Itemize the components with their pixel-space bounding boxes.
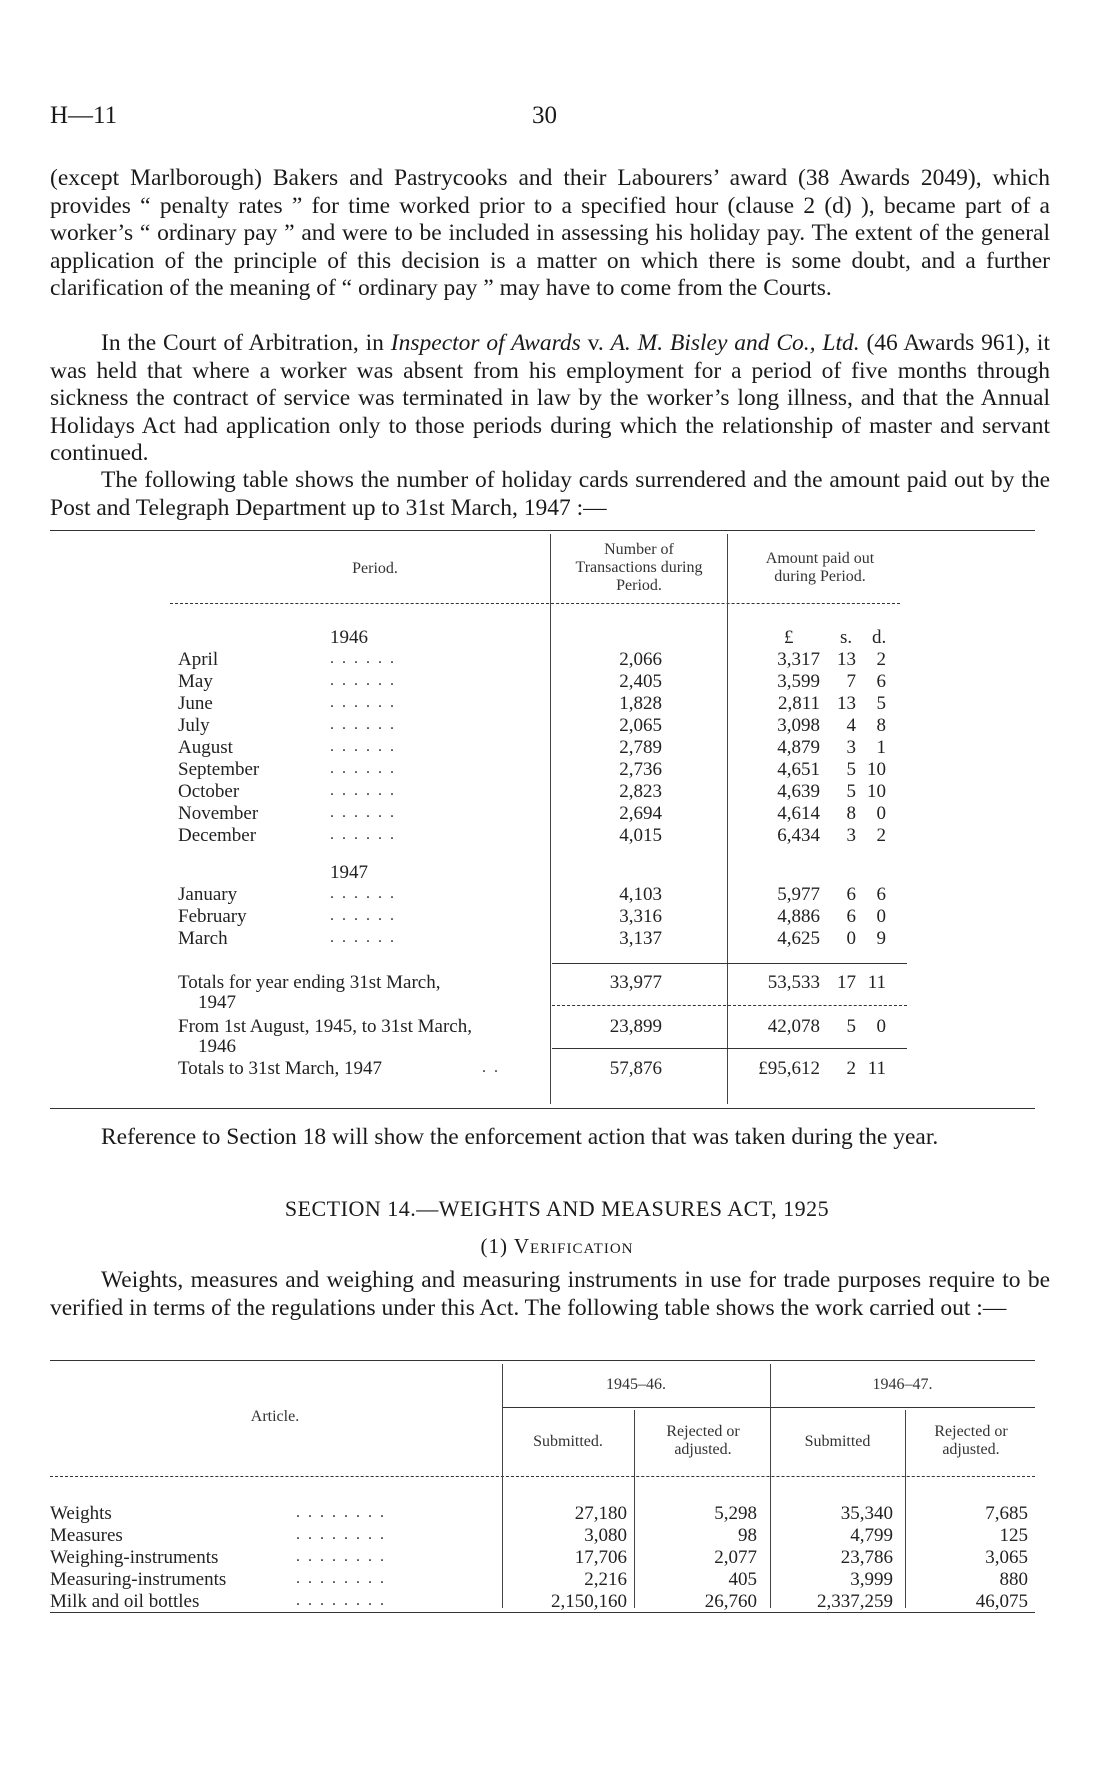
table-top-rule [50, 1360, 1035, 1361]
transactions-value: 3,316 [619, 906, 662, 927]
totals-shillings: 17 [837, 972, 856, 993]
transactions-value: 2,789 [619, 737, 662, 758]
amount-pounds: 4,651 [777, 759, 820, 780]
amount-pence: 0 [876, 803, 886, 824]
totals-shillings: 5 [846, 1016, 856, 1037]
transactions-value: 2,736 [619, 759, 662, 780]
header-line: Rejected or [666, 1423, 740, 1440]
totals-transactions: 33,977 [609, 972, 662, 993]
amount-pounds: 4,625 [777, 928, 820, 949]
amount-shillings: 6 [846, 884, 856, 905]
case-name: Inspector of Awards [390, 330, 581, 356]
column-header-1946-47: 1946–47. [872, 1376, 933, 1393]
rejected-1945-46: 2,077 [714, 1547, 757, 1568]
column-divider [502, 1364, 503, 1608]
totals-shillings: 2 [846, 1058, 856, 1079]
table-header-rule [50, 1476, 1035, 1477]
submitted-1946-47: 3,999 [850, 1569, 893, 1590]
header-line: during Period. [774, 568, 866, 585]
amount-pounds: 4,639 [777, 781, 820, 802]
leader-dots: . . . . . . . . [296, 1570, 386, 1587]
leader-dots: . . [482, 1059, 500, 1076]
rejected-1946-47: 46,075 [975, 1591, 1028, 1612]
table-bottom-rule [50, 1108, 1035, 1109]
article-name: Milk and oil bottles [50, 1591, 200, 1612]
month-label: May [178, 671, 213, 692]
case-intro: In the Court of Arbitration, in [101, 330, 391, 356]
column-header-period: Period. [352, 560, 398, 577]
month-label: November [178, 803, 259, 824]
rejected-1946-47: 125 [999, 1525, 1028, 1546]
month-label: March [178, 928, 228, 949]
transactions-value: 4,015 [619, 825, 662, 846]
totals-pence: 11 [867, 972, 886, 993]
submitted-1945-46: 17,706 [574, 1547, 627, 1568]
submitted-1946-47: 23,786 [840, 1547, 893, 1568]
month-label: January [178, 884, 238, 905]
amount-shillings: 5 [846, 781, 856, 802]
article-name: Measures [50, 1525, 123, 1546]
month-label: July [178, 715, 210, 736]
month-label: June [178, 693, 213, 714]
transactions-value: 2,065 [619, 715, 662, 736]
paragraph-holiday-pay: (except Marlborough) Bakers and Pastrycooks and their Labourers’ award (38 Awards 2049), which provides “ penalty rates ” for time worked prior to a specified hour (clause 2 (d) ), became part of a worker’s “ ordinary pay ” and were to be included in assessing his holiday pay. The extent of the general application of the principle of this decision is a matter on which there is some doubt, and a further clarification of the meaning of “ ordinary pay ” may have to come from the Courts. [50, 165, 1050, 301]
header-line: Number of [604, 541, 674, 558]
amount-pence: 9 [876, 928, 886, 949]
leader-dots: . . . . . . [330, 782, 396, 799]
amount-shillings: 0 [846, 928, 856, 949]
totals-label: From 1st August, 1945, to 31st March, [178, 1016, 472, 1037]
case-versus: v. [580, 330, 611, 356]
amount-pence: 10 [867, 781, 886, 802]
amount-shillings: 3 [846, 737, 856, 758]
amount-shillings: 3 [846, 825, 856, 846]
amount-pounds: 4,879 [777, 737, 820, 758]
rejected-1945-46: 98 [738, 1525, 757, 1546]
totals-transactions: 57,876 [609, 1058, 662, 1079]
totals-rule [552, 1048, 907, 1049]
totals-pounds: 53,533 [767, 972, 820, 993]
totals-transactions: 23,899 [609, 1016, 662, 1037]
submitted-1946-47: 2,337,259 [817, 1591, 893, 1612]
amount-pence: 8 [876, 715, 886, 736]
amount-pounds: 5,977 [777, 884, 820, 905]
totals-rule [552, 1005, 907, 1006]
leader-dots: . . . . . . [330, 694, 396, 711]
paragraph-court-case [50, 330, 1050, 468]
document-code: H—11 [50, 102, 118, 129]
transactions-value: 2,694 [619, 803, 662, 824]
leader-dots: . . . . . . . . [296, 1548, 386, 1565]
amount-pounds: 4,614 [777, 803, 820, 824]
unit-pounds: £ [784, 627, 794, 648]
amount-pounds: 4,886 [777, 906, 820, 927]
column-header-transactions [552, 541, 726, 595]
case-detail: (46 Awards 961), it was held that where a worker was absent from his employment for a period of five months through sickness the contract of service was terminated in law by the worker’s long illness, and that the Annual Holidays Act had application only to those periods during which the relationship of master and servant continued. [50, 330, 1050, 466]
header-line: adjusted. [674, 1441, 732, 1458]
leader-dots: . . . . . . [330, 826, 396, 843]
leader-dots: . . . . . . [330, 804, 396, 821]
submitted-1946-47: 35,340 [840, 1503, 893, 1524]
year-label-1947: 1947 [330, 862, 368, 883]
amount-shillings: 13 [837, 649, 856, 670]
leader-dots: . . . . . . [330, 738, 396, 755]
rejected-1945-46: 405 [728, 1569, 757, 1590]
totals-label-year: 1947 [198, 992, 236, 1013]
submitted-1946-47: 4,799 [850, 1525, 893, 1546]
amount-pounds: 3,317 [777, 649, 820, 670]
leader-dots: . . . . . . [330, 907, 396, 924]
paragraph-section-reference: Reference to Section 18 will show the enforcement action that was taken during the year. [101, 1124, 939, 1150]
case-party: A. M. Bisley and Co., Ltd. [610, 330, 860, 356]
amount-shillings: 13 [837, 693, 856, 714]
header-line: adjusted. [942, 1441, 1000, 1458]
leader-dots: . . . . . . [330, 716, 396, 733]
rejected-1946-47: 880 [999, 1569, 1028, 1590]
paragraph-table-intro: The following table shows the number of holiday cards surrendered and the amount paid out by the Post and Telegraph Department up to 31st March, 1947 :— [50, 467, 1050, 521]
totals-rule [552, 963, 907, 964]
amount-pence: 10 [867, 759, 886, 780]
header-line: Rejected or [934, 1423, 1008, 1440]
month-label: August [178, 737, 233, 758]
leader-dots: . . . . . . [330, 929, 396, 946]
amount-pence: 1 [876, 737, 886, 758]
table-top-rule [50, 530, 1035, 531]
rejected-1945-46: 26,760 [704, 1591, 757, 1612]
column-divider [550, 534, 551, 1104]
header-line: Period. [616, 577, 662, 594]
submitted-1945-46: 3,080 [584, 1525, 627, 1546]
amount-pounds: 6,434 [777, 825, 820, 846]
totals-label: Totals for year ending 31st March, [178, 972, 441, 993]
transactions-value: 1,828 [619, 693, 662, 714]
page-number: 30 [532, 102, 557, 129]
amount-shillings: 7 [846, 671, 856, 692]
amount-shillings: 5 [846, 759, 856, 780]
submitted-1945-46: 2,216 [584, 1569, 627, 1590]
column-divider [770, 1364, 771, 1608]
totals-label-year: 1946 [198, 1036, 236, 1057]
column-header-submitted-2: Submitted [804, 1433, 871, 1450]
amount-shillings: 8 [846, 803, 856, 824]
paragraph-verification: Weights, measures and weighing and measuring instruments in use for trade purposes require to be verified in terms of the regulations under this Act. The following table shows the work carried out :— [50, 1267, 1050, 1321]
rejected-1946-47: 7,685 [985, 1503, 1028, 1524]
article-name: Weights [50, 1503, 112, 1524]
amount-pence: 6 [876, 671, 886, 692]
unit-shillings: s. [840, 627, 853, 648]
amount-pence: 2 [876, 825, 886, 846]
column-divider [634, 1410, 635, 1608]
leader-dots: . . . . . . . . [296, 1504, 386, 1521]
amount-shillings: 6 [846, 906, 856, 927]
month-label: April [178, 649, 219, 670]
column-header-rejected-2 [907, 1423, 1035, 1459]
column-header-article: Article. [250, 1408, 300, 1425]
unit-pence: d. [872, 627, 887, 648]
rejected-1946-47: 3,065 [985, 1547, 1028, 1568]
column-header-amount [730, 550, 910, 586]
leader-dots: . . . . . . [330, 760, 396, 777]
transactions-value: 4,103 [619, 884, 662, 905]
submitted-1945-46: 27,180 [574, 1503, 627, 1524]
transactions-value: 2,066 [619, 649, 662, 670]
totals-pence: 0 [876, 1016, 886, 1037]
amount-pence: 2 [876, 649, 886, 670]
leader-dots: . . . . . . [330, 650, 396, 667]
transactions-value: 3,137 [619, 928, 662, 949]
column-header-rejected-1 [636, 1423, 770, 1459]
amount-pounds: 3,599 [777, 671, 820, 692]
leader-dots: . . . . . . [330, 672, 396, 689]
leader-dots: . . . . . . [330, 885, 396, 902]
column-divider [905, 1410, 906, 1608]
article-name: Measuring-instruments [50, 1569, 227, 1590]
month-label: October [178, 781, 240, 802]
leader-dots: . . . . . . . . [296, 1526, 386, 1543]
header-line: Amount paid out [765, 550, 875, 567]
leader-dots: . . . . . . . . [296, 1592, 386, 1609]
year-label-1946: 1946 [330, 627, 368, 648]
column-header-submitted-1: Submitted. [533, 1433, 603, 1450]
rejected-1945-46: 5,298 [714, 1503, 757, 1524]
transactions-value: 2,405 [619, 671, 662, 692]
totals-pence: 11 [867, 1058, 886, 1079]
column-header-1945-46: 1945–46. [606, 1376, 666, 1393]
article-name: Weighing-instruments [50, 1547, 219, 1568]
amount-pence: 6 [876, 884, 886, 905]
transactions-value: 2,823 [619, 781, 662, 802]
totals-pounds: 42,078 [767, 1016, 820, 1037]
amount-pounds: 2,811 [777, 693, 820, 714]
submitted-1945-46: 2,150,160 [551, 1591, 627, 1612]
amount-pence: 0 [876, 906, 886, 927]
amount-pounds: 3,098 [777, 715, 820, 736]
table-group-rule [502, 1407, 1035, 1408]
table-header-rule [170, 603, 900, 604]
amount-shillings: 4 [846, 715, 856, 736]
month-label: February [178, 906, 247, 927]
month-label: September [178, 759, 260, 780]
header-line: Transactions during [575, 559, 703, 576]
section-heading: SECTION 14.—WEIGHTS AND MEASURES ACT, 1925 [284, 1196, 830, 1221]
totals-pounds: £95,612 [758, 1058, 820, 1079]
amount-pence: 5 [876, 693, 886, 714]
month-label: December [178, 825, 257, 846]
totals-label: Totals to 31st March, 1947 [178, 1058, 382, 1079]
subsection-heading: (1) Verification [480, 1234, 634, 1258]
